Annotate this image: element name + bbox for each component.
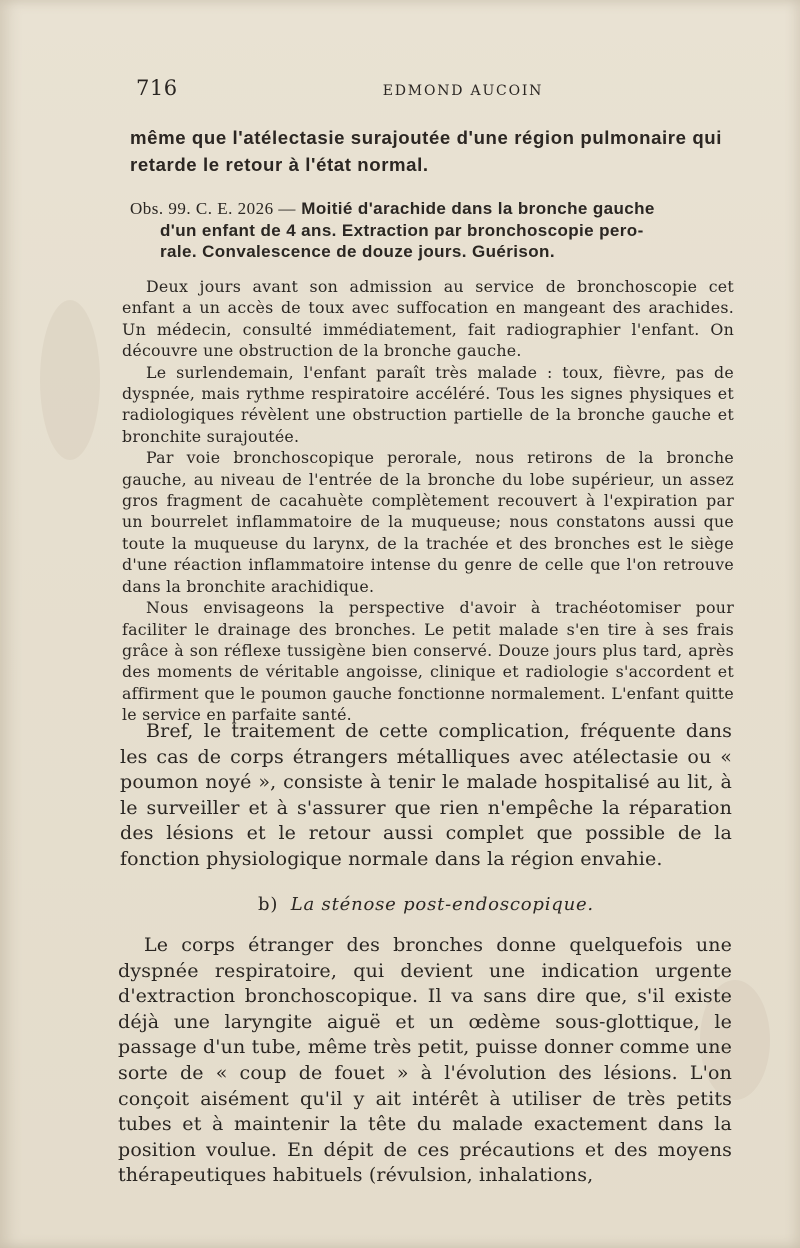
running-head: EDMOND AUCOIN <box>382 83 544 99</box>
case-paragraph: Nous envisageons la perspective d'avoir à trachéotomiser pour faciliter le drainage des bronches. Le petit malade s'en tire à ses frais grâce à son réflexe tussigène bien conservé. Douze jours plus tard, après des moments de véritable angoisse, clinique et radiologie s'accordent et affirment que le poumon gauche fonctionne normalement. L'enfant quitte le service en parfaite santé. <box>122 598 734 725</box>
subsection-title: La sténose post-endoscopique. <box>290 894 594 915</box>
subsection-letter: b) <box>258 894 279 915</box>
observation-reference: Obs. 99. C. E. 2026 — <box>130 199 296 218</box>
intro-line: retarde le retour à l'état normal. <box>130 154 429 175</box>
bref-paragraph <box>120 719 732 873</box>
observation-title-line: d'un enfant de 4 ans. Extraction par bronchoscopie pero- <box>160 221 644 240</box>
paper-stain <box>40 300 100 460</box>
page-header <box>136 76 730 106</box>
subsection-heading <box>120 894 732 915</box>
observation-title-line: rale. Convalescence de douze jours. Guérison. <box>160 242 555 261</box>
stenosis-paragraph <box>118 933 732 1189</box>
body-paragraph: Bref, le traitement de cette complication, fréquente dans les cas de corps étrangers métalliques avec atélectasie ou « poumon noyé », consiste à tenir le malade hospitalisé au lit, à le surveiller et à s'assurer que rien n'empêche la réparation des lésions et le retour aussi complet que possible de la fonction physiologique normale dans la région envahie. <box>120 720 732 870</box>
case-paragraph: Par voie bronchoscopique perorale, nous retirons de la bronche gauche, au niveau de l'entrée de la bronche du lobe supérieur, un assez gros fragment de cacahuète complètement recouvert à l'expiration par un bourrelet inflammatoire de la muqueuse; nous constatons aussi que toute la muqueuse du larynx, de la trachée et des bronches est le siège d'une réaction inflammatoire intense du genre de celle que l'on retrouve dans la bronchite arachidique. <box>122 448 734 596</box>
intro-line: même que l'atélectasie surajoutée d'une région pulmonaire qui <box>130 127 723 148</box>
intro-paragraph <box>130 124 730 178</box>
page-number: 716 <box>136 76 178 100</box>
observation-heading <box>130 198 734 262</box>
case-paragraph: Le surlendemain, l'enfant paraît très malade : toux, fièvre, pas de dyspnée, mais rythme respiratoire accéléré. Tous les signes physiques et radiologiques révèlent une obstruction partielle de la bronche gauche et bronchite surajoutée. <box>122 362 734 446</box>
case-paragraph: Deux jours avant son admission au service de bronchoscopie cet enfant a un accès de toux avec suffocation en mangeant des arachides. Un médecin, consulté immédiatement, fait radiographier l'enfant. On découvre une obstruction de la bronche gauche. <box>122 277 734 361</box>
case-report-body <box>122 276 734 726</box>
observation-title-line: Moitié d'arachide dans la bronche gauche <box>301 199 655 218</box>
body-paragraph: Le corps étranger des bronches donne quelquefois une dyspnée respiratoire, qui devient une indication urgente d'extraction bronchoscopique. Il va sans dire que, s'il existe déjà une laryngite aiguë et un œdème sous-glottique, le passage d'un tube, même très petit, puisse donner comme une sorte de « coup de fouet » à l'évolution des lésions. L'on conçoit aisément qu'il y ait intérêt à utiliser de très petits tubes et à maintenir la tête du malade exactement dans la position voulue. En dépit de ces précautions et des moyens thérapeutiques habituels (révulsion, inhalations, <box>118 934 732 1187</box>
